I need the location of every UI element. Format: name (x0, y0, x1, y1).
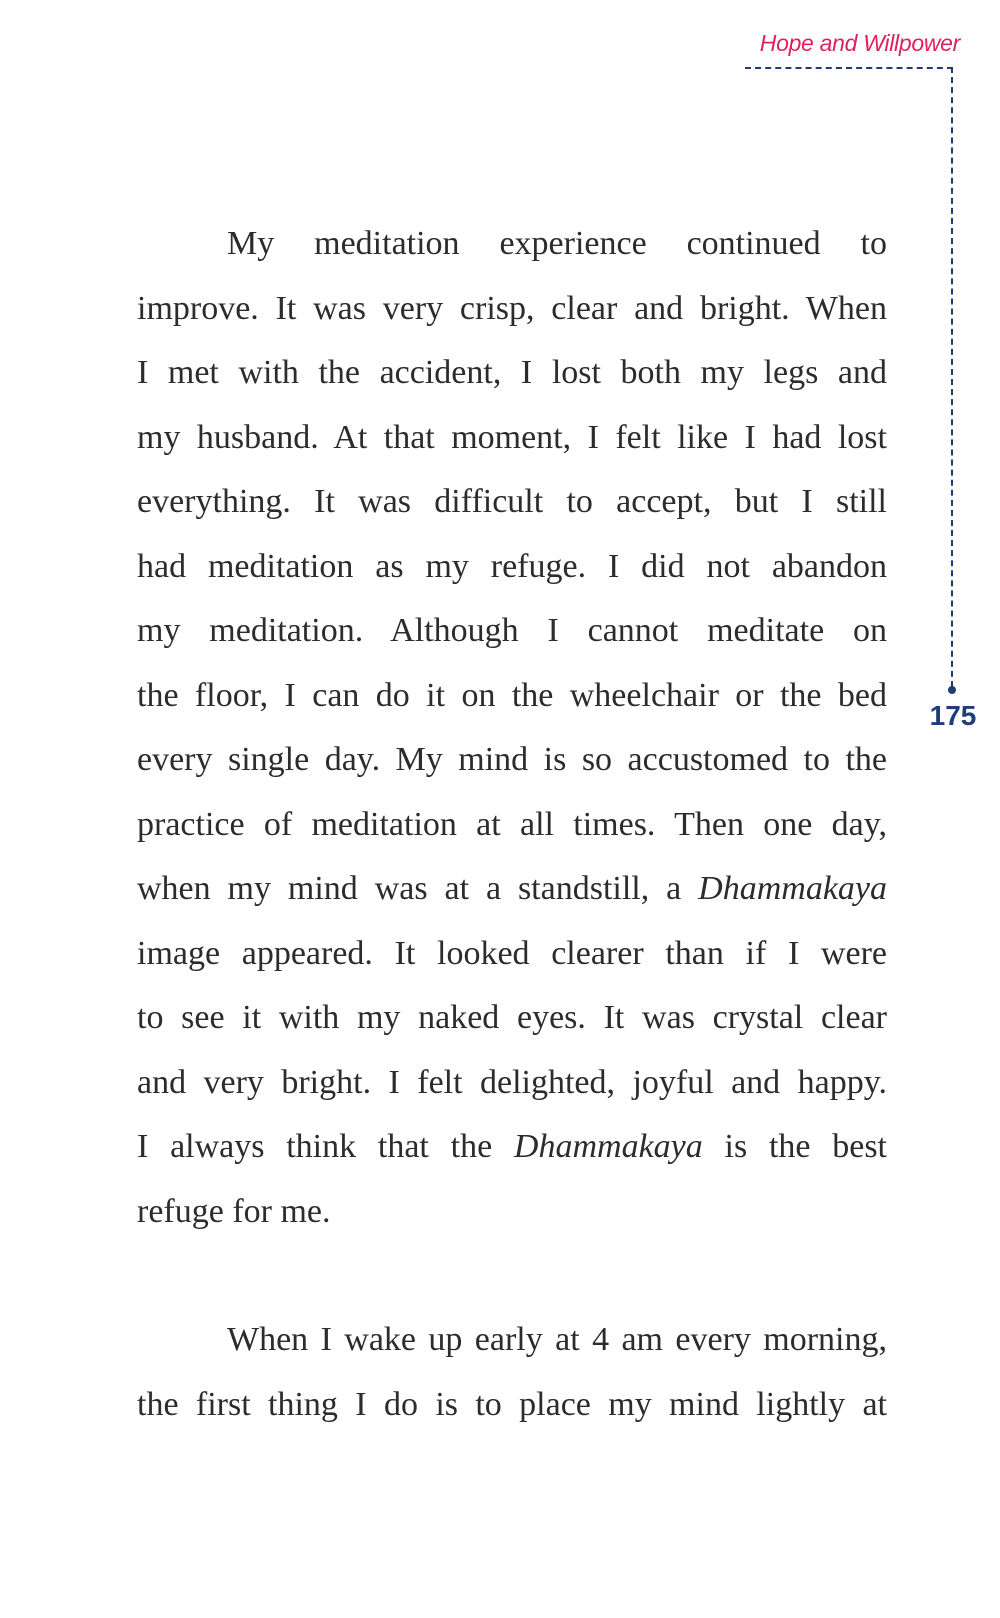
text-line: and very bright. I felt delighted, joyful and happy. (137, 1063, 887, 1101)
text-run: when my mind was at a standstill, a (137, 870, 699, 907)
text-line: practice of meditation at all times. Then one day, (137, 805, 887, 843)
text-line: refuge for me. (137, 1192, 331, 1230)
text-run: is the best (702, 1128, 888, 1165)
italic-term: Dhammakaya (698, 870, 887, 907)
text-line: My meditation experience continued to (227, 225, 887, 262)
text-line: to see it with my naked eyes. It was crystal clear (137, 999, 887, 1036)
running-header-title: Hope and Willpower (759, 30, 960, 56)
text-line: my meditation. Although I cannot meditate on (137, 612, 887, 649)
text-line: I met with the accident, I lost both my legs and (137, 354, 887, 391)
text-line (137, 1115, 887, 1180)
text-line: everything. It was difficult to accept, but I still (137, 483, 887, 520)
text-line: When I wake up early at 4 am every morning, (227, 1321, 887, 1358)
text-line: my husband. At that moment, I felt like I had lost (137, 418, 887, 456)
text-line: improve. It was very crisp, clear and bright. When (137, 289, 887, 327)
margin-dashed-rule (951, 67, 953, 687)
text-line: every single day. My mind is so accustomed to the (137, 741, 887, 778)
text-line (137, 857, 887, 922)
page-number: 175 (929, 700, 977, 731)
italic-term: Dhammakaya (513, 1128, 703, 1165)
header-dashed-rule (745, 67, 953, 69)
paragraph-1 (137, 212, 887, 1244)
body-text (137, 212, 887, 1437)
text-run: I always think that the (137, 1128, 514, 1165)
rule-end-dot (948, 686, 956, 694)
text-line: the first thing I do is to place my mind lightly at (137, 1385, 887, 1423)
text-line: had meditation as my refuge. I did not abandon (137, 547, 887, 585)
text-line: the floor, I can do it on the wheelchair or the bed (137, 676, 887, 714)
text-line: image appeared. It looked clearer than if I were (137, 934, 887, 972)
paragraph-2 (137, 1308, 887, 1437)
paragraph-gap (137, 1244, 887, 1308)
